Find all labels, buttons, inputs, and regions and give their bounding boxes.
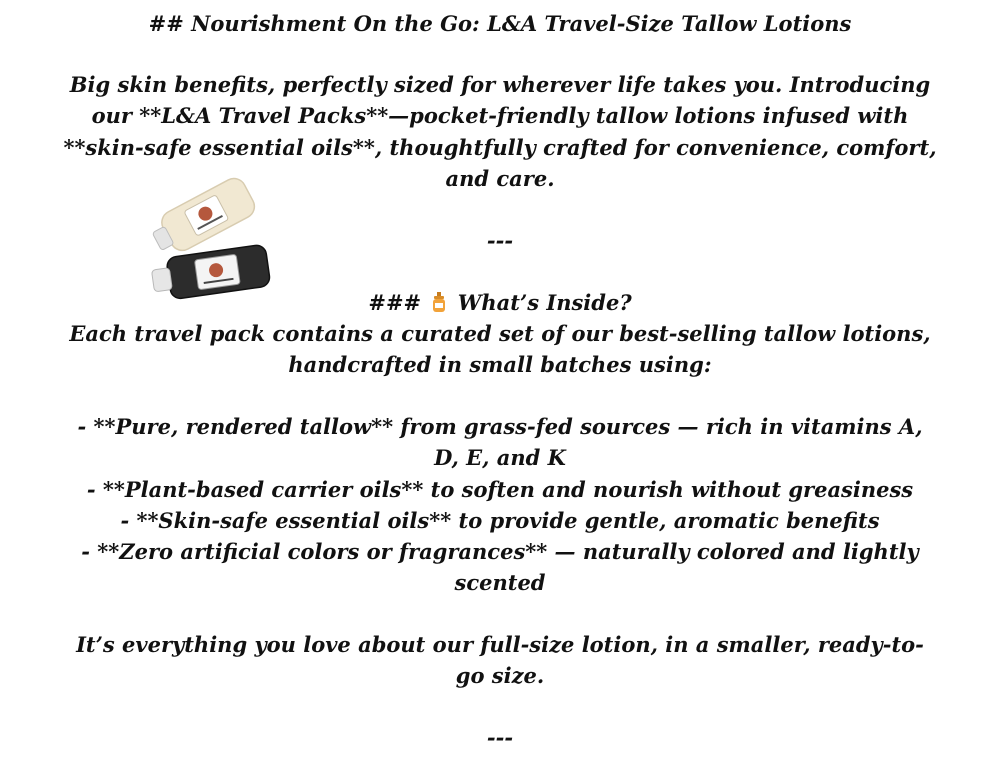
intro-line: Big skin benefits, perfectly sized for wherever life takes you. Introducing — [69, 72, 931, 97]
bullet-item: - **Plant-based carrier oils** to soften and nourish without greasiness — [86, 477, 914, 502]
heading-prefix: ### — [368, 290, 422, 315]
section-intro-line: handcrafted in small batches using: — [288, 352, 712, 377]
closing-line: go size. — [455, 663, 545, 688]
section-intro-line: Each travel pack contains a curated set of our best-selling tallow lotions, — [69, 321, 931, 346]
section-heading — [40, 287, 960, 318]
intro-line: **skin-safe essential oils**, thoughtfully crafted for convenience, comfort, — [63, 135, 937, 160]
heading-text: What’s Inside? — [457, 290, 632, 315]
divider-bottom: --- — [486, 725, 514, 750]
closing-line: It’s everything you love about our full-size lotion, in a smaller, ready-to- — [76, 632, 924, 657]
bullet-item: - **Skin-safe essential oils** to provide gentle, aromatic benefits — [120, 508, 880, 533]
intro-line: and care. — [445, 166, 555, 191]
page-title: ## Nourishment On the Go: L&A Travel-Size Tallow Lotions — [148, 11, 852, 36]
bullet-item-continued: D, E, and K — [434, 445, 566, 470]
bullet-item-continued: scented — [454, 570, 546, 595]
lotion-bottle-icon — [432, 289, 446, 309]
bullet-item: - **Pure, rendered tallow** from grass-fed sources — rich in vitamins A, — [77, 414, 923, 439]
intro-line: our **L&A Travel Packs**—pocket-friendly tallow lotions infused with — [91, 103, 909, 128]
divider: --- — [486, 228, 514, 253]
bullet-item: - **Zero artificial colors or fragrances** — naturally colored and lightly — [81, 539, 919, 564]
